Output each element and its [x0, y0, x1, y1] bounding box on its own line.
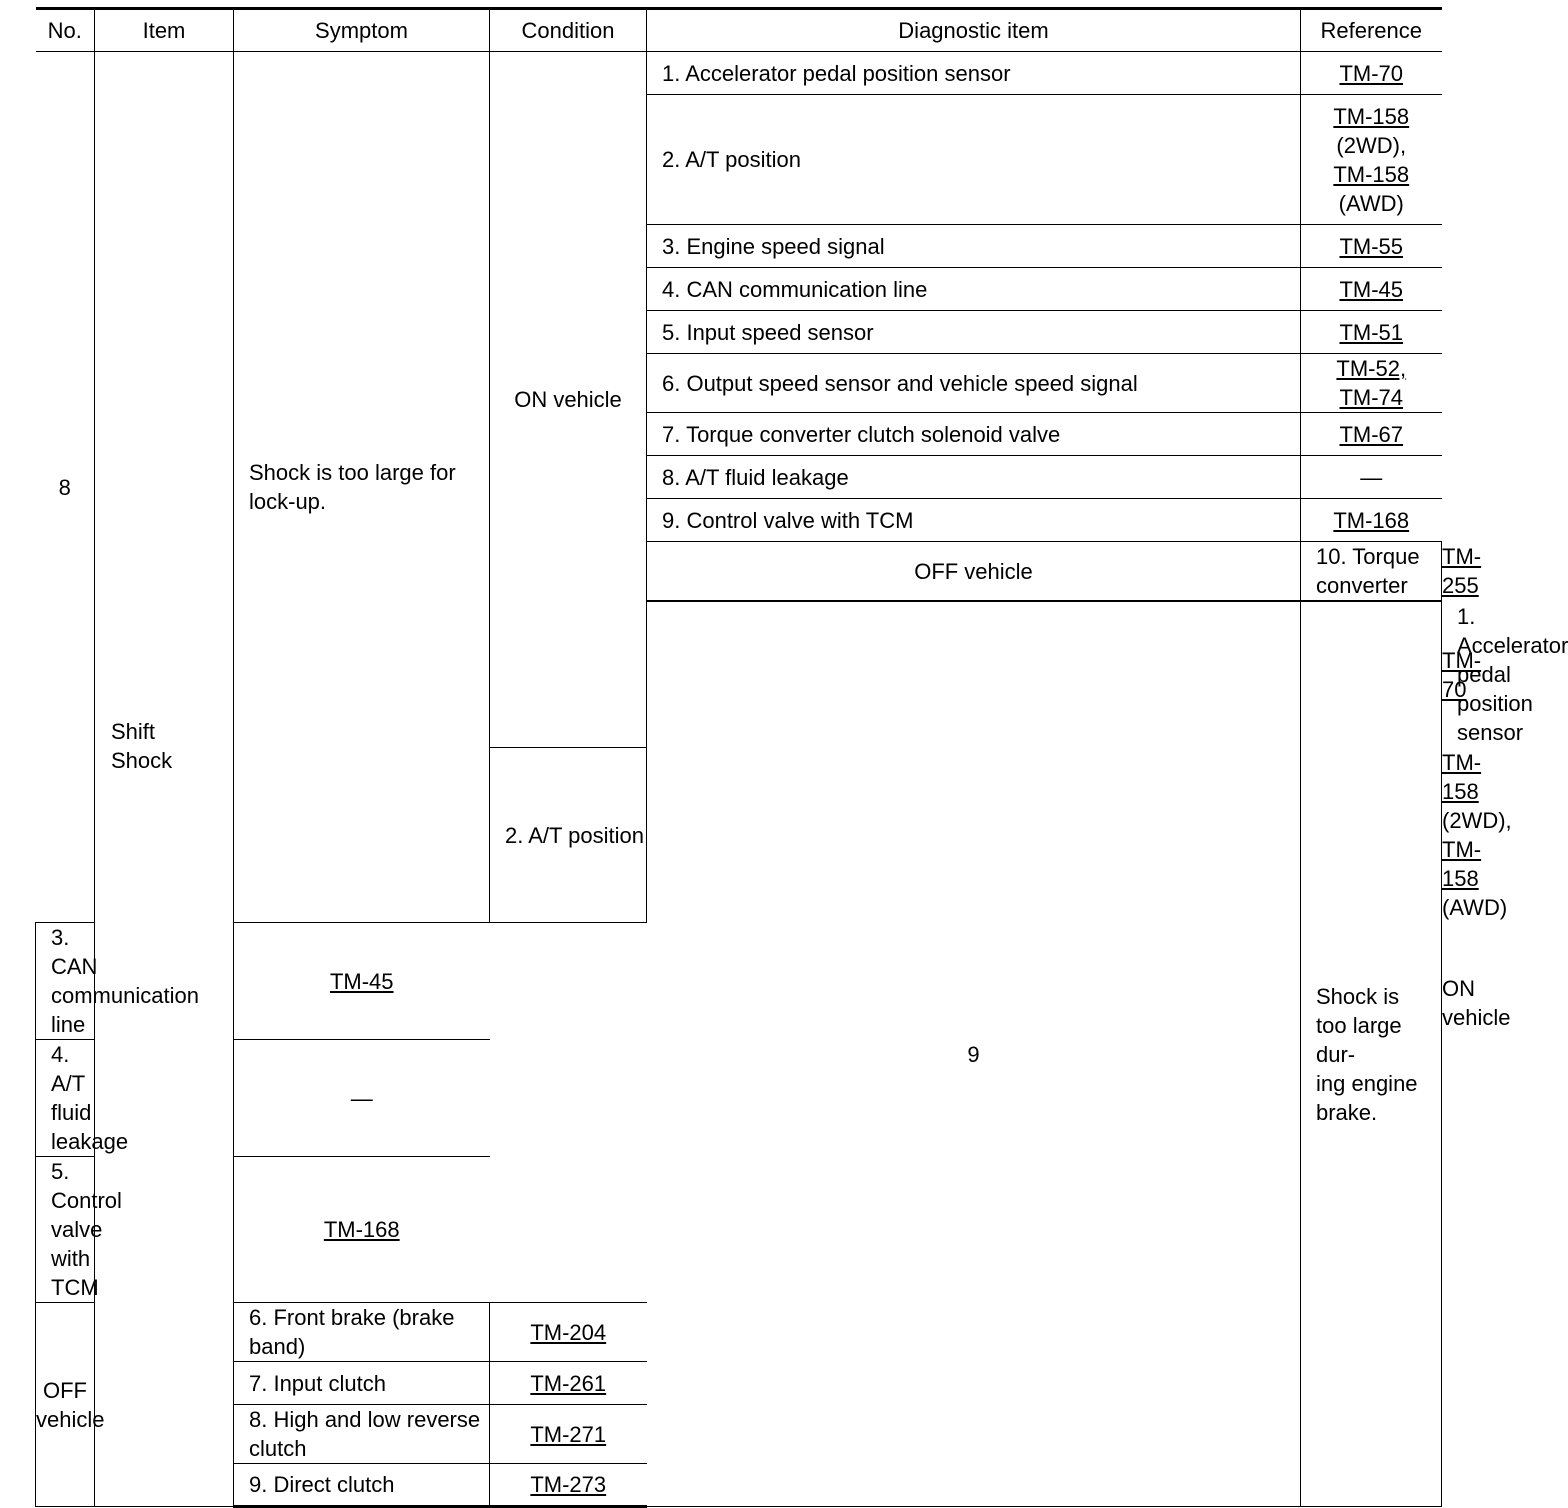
diagnosis-table-sheet: [35, 7, 1568, 1508]
ref-link[interactable]: TM-70: [1442, 647, 1482, 702]
item-cell: [95, 52, 234, 1507]
ref-link[interactable]: TM-204: [530, 1319, 607, 1345]
diag-8-8: 8. A/T fluid leakage: [647, 456, 1301, 499]
diag-8-7: 7. Torque converter clutch solenoid valve: [647, 413, 1301, 456]
ref-link[interactable]: TM-67: [1339, 421, 1404, 447]
ref-link[interactable]: TM-51: [1339, 319, 1404, 345]
header-diagnostic-item: Diagnostic item: [647, 9, 1301, 52]
condition-8-on: ON vehicle: [490, 52, 647, 748]
header-no: No.: [36, 9, 95, 52]
diag-8-5: 5. Input speed sensor: [647, 311, 1301, 354]
symptom-9-line2: ing engine brake.: [1316, 1070, 1418, 1125]
ref-8-3: [1301, 225, 1442, 268]
ref-note: (2WD),: [1336, 132, 1407, 158]
ref-link[interactable]: TM-55: [1339, 233, 1404, 259]
ref-link[interactable]: TM-271: [530, 1421, 607, 1447]
diag-9-6: 6. Front brake (brake band): [234, 1303, 490, 1362]
ref-9-7: [490, 1362, 647, 1405]
ref-8-1: [1301, 52, 1442, 95]
ref-link[interactable]: TM-45: [329, 968, 394, 994]
ref-link[interactable]: TM-255: [1442, 544, 1482, 598]
diag-9-3: 3. CAN communication line: [36, 923, 95, 1040]
ref-link[interactable]: TM-158: [1333, 161, 1410, 187]
ref-9-8: [490, 1405, 647, 1464]
ref-9-9: [490, 1464, 647, 1507]
row-number-9: 9: [647, 601, 1301, 1507]
ref-link[interactable]: TM-273: [530, 1472, 607, 1497]
diag-8-9: 9. Control valve with TCM: [647, 499, 1301, 542]
ref-link[interactable]: TM-74: [1339, 385, 1404, 410]
diag-8-1: 1. Accelerator pedal position sensor: [647, 52, 1301, 95]
symptom-9: [1301, 601, 1442, 1507]
row-number-8: 8: [36, 52, 95, 923]
table-row: 9 Shock is too large dur- ing engine brake. ON vehicle 1. Accelerator pedal position sensor TM-70: [36, 601, 1442, 748]
ref-link[interactable]: TM-261: [530, 1370, 607, 1396]
diag-8-6: 6. Output speed sensor and vehicle speed signal: [647, 354, 1301, 413]
ref-link[interactable]: TM-70: [1339, 60, 1404, 86]
ref-link[interactable]: TM-168: [1333, 507, 1410, 533]
table-row: 2. A/T position TM-158 (2WD), TM-158 (AWD): [36, 748, 1442, 923]
item-label-line1: Shift: [111, 719, 156, 744]
symptom-8-line2: lock-up.: [249, 489, 327, 514]
symptom-9-line1: Shock is too large dur-: [1316, 983, 1402, 1067]
ref-8-8: —: [1301, 456, 1442, 499]
header-item: Item: [95, 9, 234, 52]
diag-8-3: 3. Engine speed signal: [647, 225, 1301, 268]
diag-9-9: 9. Direct clutch: [234, 1464, 490, 1507]
ref-8-7: [1301, 413, 1442, 456]
header-symptom: Symptom: [234, 9, 490, 52]
item-label-line2: Shock: [111, 748, 173, 773]
table-row: [36, 52, 1442, 95]
header-reference: Reference: [1301, 9, 1442, 52]
diag-9-8: 8. High and low reverse clutch: [234, 1405, 490, 1464]
diag-9-7: 7. Input clutch: [234, 1362, 490, 1405]
diag-8-10: 10. Torque converter: [1301, 542, 1442, 602]
ref-9-3: [234, 923, 490, 1040]
ref-8-4: [1301, 268, 1442, 311]
ref-8-6: [1301, 354, 1442, 413]
ref-link[interactable]: TM-158: [1442, 750, 1482, 804]
diag-9-4: 4. A/T fluid leakage: [36, 1040, 95, 1157]
ref-note: (AWD): [1338, 190, 1404, 216]
diag-8-2: 2. A/T position: [647, 95, 1301, 225]
ref-link[interactable]: TM-45: [1339, 276, 1404, 302]
ref-9-4: —: [234, 1040, 490, 1157]
ref-9-6: [490, 1303, 647, 1362]
condition-9-off: OFF vehicle: [36, 1303, 95, 1507]
diag-9-5: 5. Control valve with TCM: [36, 1157, 95, 1303]
diag-8-4: 4. CAN communication line: [647, 268, 1301, 311]
header-condition: Condition: [490, 9, 647, 52]
ref-9-5: [234, 1157, 490, 1303]
header-row: [36, 9, 1442, 52]
condition-8-off: OFF vehicle: [647, 542, 1301, 602]
ref-link[interactable]: TM-168: [323, 1217, 400, 1242]
ref-8-5: [1301, 311, 1442, 354]
symptom-diagnosis-table: [35, 7, 1568, 1508]
ref-link[interactable]: TM-158: [1333, 103, 1410, 129]
ref-link[interactable]: TM-52,: [1336, 356, 1407, 381]
ref-link[interactable]: TM-158: [1442, 837, 1482, 891]
ref-8-2: [1301, 95, 1442, 225]
symptom-8-line1: Shock is too large for: [249, 460, 456, 485]
diag-9-2: 2. A/T position: [490, 748, 647, 923]
symptom-8: [234, 52, 490, 923]
ref-8-9: [1301, 499, 1442, 542]
